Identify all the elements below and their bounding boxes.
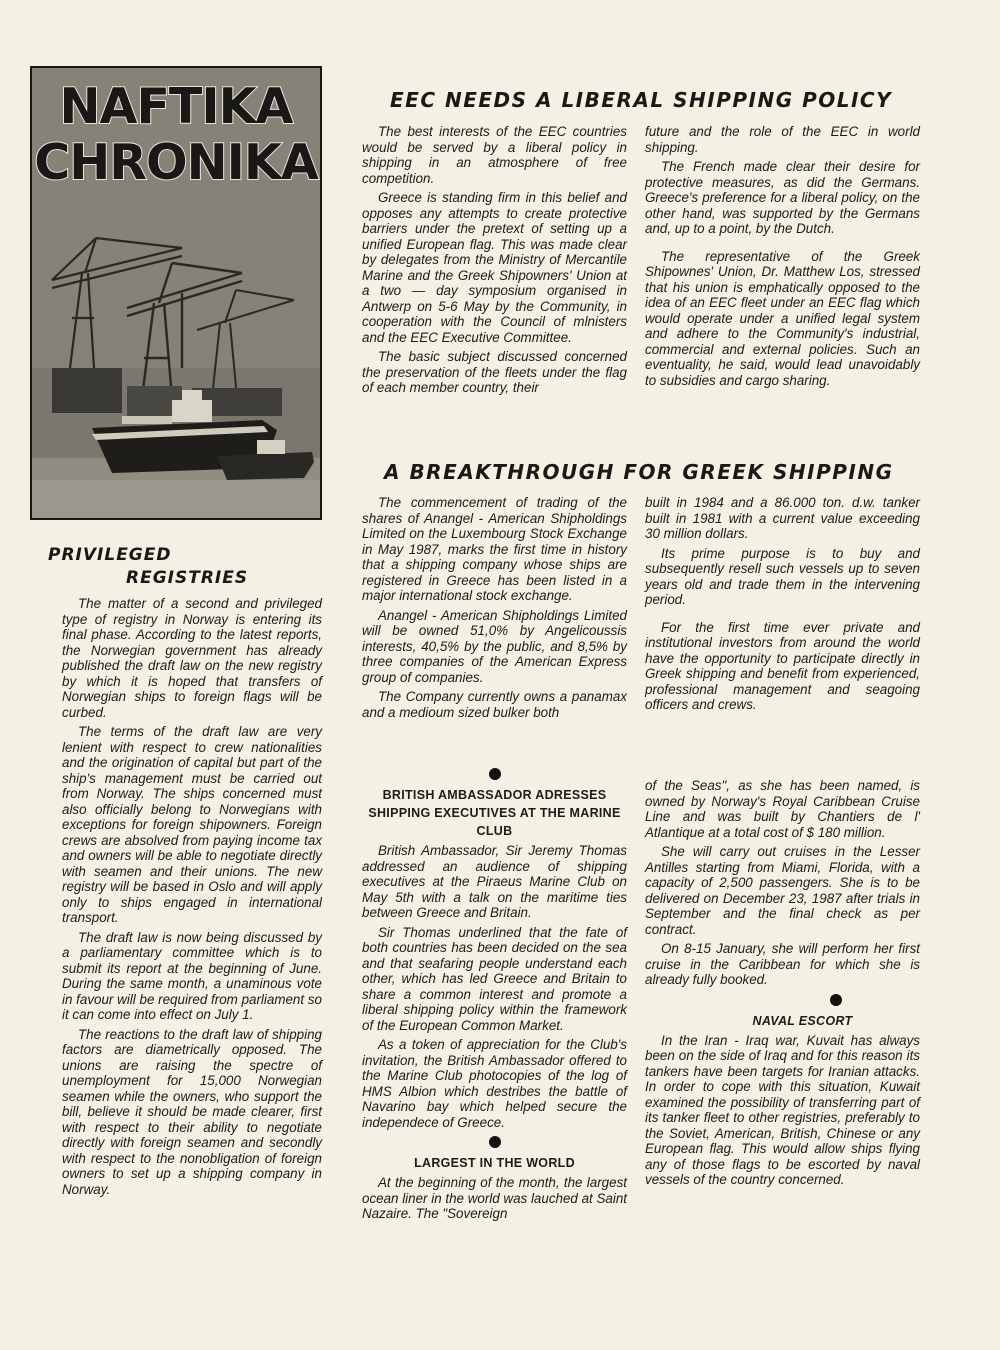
ambassador-title: BRITISH AMBASSADOR ADRESSES SHIPPING EXECUTIVES AT THE MARINE CLUB <box>368 788 621 838</box>
ambassador-paragraph: Sir Thomas underlined that the fate of both countries has been decided on the sea and that seafaring people understand each other, which has led Greece and Britain to share a common interest and promote a liberal shipping policy within the framework of the European Common Market. <box>362 924 627 1033</box>
eec-col2-paragraph: The French made clear their desire for protective measures, as did the Germans. Greece's preference for a liberal policy, on the other hand, was supported by the Germans and, up to a point, by the Dutch. <box>645 159 920 236</box>
naval-paragraph: In the Iran - Iraq war, Kuvait has always been on the side of Iraq and for this reason its tankers have been targets for Iranian attacks. In order to cope with this situation, Kuwait examined the possibility of transferring part of its tanker fleet to other registries, preferably to the Soviet, American, British, Chinese or any European flag. This would allow ships flying any of those flags to be escorted by naval vessels of the country concerned. <box>645 1032 920 1187</box>
ambassador-paragraph: British Ambassador, Sir Jeremy Thomas addressed an audience of shipping executives at the Piraeus Marine Club on May 5th with a talk on the maritime ties between Greece and Britain. <box>362 843 627 920</box>
privileged-paragraph: The terms of the draft law are very lenient with respect to crew nationalities and the origination of capital but part of the ship's management must be carried out from Norway. The ships concerned must also officially belong to Norwegians with exceptions for foreign shipowners. Foreign crews are absolved from paying income tax and owners will be able to negotiate directly with seamen and their unions. The new registry will be based in Oslo and will apply only to ships engaged in international transport. <box>62 724 322 925</box>
eec-col2-paragraph: future and the role of the EEC in world shipping. <box>645 124 920 155</box>
privileged-title-line1: PRIVILEGED <box>48 545 172 565</box>
privileged-paragraph: The draft law is now being discussed by a parliamentary committee which is to submit its report at the beginning of June. During the same month, a unaminous vote in favour will be required from parliament so it can come into effect on July 1. <box>62 929 322 1022</box>
right-lower-column <box>645 778 920 1192</box>
largest-continued-paragraph: of the Seas", as she has been named, is owned by Norway's Royal Caribbean Cruise Line and was built by Chantiers de l' Atlantique at a total cost of $ 180 million. <box>645 778 920 840</box>
eec-col1-paragraph: The best interests of the EEC countries would be served by a liberal policy in shipping in an atmosphere of free competition. <box>362 124 627 186</box>
masthead-title-line1: NAFTIKA <box>59 78 293 135</box>
eec-col1-paragraph: Greece is standing firm in this belief and opposes any attempts to create protective barriers under the pretext of setting up a unified European flag. This was made clear by delegates from the Ministry of Mercantile Marine and the Greek Shipowners' Union at a two — day symposium organised in Antwerp on 5-6 May by the Community, in cooperation with the Council of mlnisters and the EEC Executive Committee. <box>362 190 627 345</box>
section-bullet <box>489 768 501 780</box>
breakthrough-col1-paragraph: The Company currently owns a panamax and a medioum sized bulker both <box>362 689 627 720</box>
harbour-cranes-illustration <box>32 68 320 518</box>
section-bullet <box>489 1136 501 1148</box>
breakthrough-col2-paragraph: Its prime purpose is to buy and subsequently resell such vessels up to seven years old and trade them in the intervening period. <box>645 545 920 607</box>
breakthrough-col2-paragraph: built in 1984 and a 86.000 ton. d.w. tanker built in 1981 with a current value exceeding 30 million dollars. <box>645 495 920 541</box>
breakthrough-col2-paragraph: For the first time ever private and institutional investors from around the world have the opportunity to participate directly in Greek shipping and benefit from experienced, professional management and seagoing officers and crews. <box>645 619 920 712</box>
masthead-title-line2: CHRONIKA <box>34 134 318 191</box>
breakthrough-col1-paragraph: Anangel - American Shipholdings Limited will be owned 51,0% by Angelicoussis interests, 40,5% by the public, and 8,5% by three companies of the American Express group of companies. <box>362 607 627 685</box>
largest-continued-paragraph: On 8-15 January, she will perform her first cruise in the Caribbean for which she is already fully booked. <box>645 941 920 987</box>
breakthrough-headline: A BREAKTHROUGH FOR GREEK SHIPPING <box>384 460 894 484</box>
ambassador-paragraph: As a token of appreciation for the Club's invitation, the British Ambassador offered to the Marine Club photocopies of the log of HMS Albion which destribes the battle of Navarino bay which helped secure the independece of Greece. <box>362 1037 627 1130</box>
breakthrough-column-1 <box>362 495 627 724</box>
middle-lower-column <box>362 762 627 1226</box>
section-bullet <box>830 994 842 1006</box>
largest-paragraph: At the beginning of the month, the largest ocean liner in the world was lauched at Saint Nazaire. The "Sovereign <box>362 1175 627 1221</box>
masthead-panel <box>30 66 322 520</box>
privileged-paragraph: The matter of a second and privileged type of registry in Norway is entering its final phase. According to the latest reports, the Norwegian government has already published the draft law on the new registry by which it is hoped that transfers of Norwegian ships to foreign flags will be curbed. <box>62 596 322 720</box>
eec-column-1 <box>362 124 627 400</box>
largest-continued-paragraph: She will carry out cruises in the Lesser Antilles starting from Miami, Florida, with a capacity of 2,500 passengers. She is to be delivered on December 23, 1987 after trials in September and the final check as per contract. <box>645 844 920 937</box>
eec-headline: EEC NEEDS A LIBERAL SHIPPING POLICY <box>390 88 893 112</box>
privileged-column <box>62 596 322 1201</box>
eec-column-2 <box>645 124 920 392</box>
naval-title: NAVAL ESCORT <box>752 1013 853 1028</box>
privileged-paragraph: The reactions to the draft law of shipping factors are diametrically opposed. The unions are raising the spectre of unemployment for 15,000 Norwegian seamen while the owners, who support the bill, believe it should be made clearer, first with respect to their ability to negotiate directly with foreign seamen and secondly with respect to the nonobligation of foreign owners to set up a shipping company in Norway. <box>62 1026 322 1197</box>
breakthrough-column-2 <box>645 495 920 717</box>
eec-col2-paragraph: The representative of the Greek Shipownes' Union, Dr. Matthew Los, stressed that his union is emphatically opposed to the idea of an EEC fleet under an EEC flag which would operate under a unified legal system and adhere to the Community's industrial, commercial and external policies. Such an eventuality, he said, would lead unavoidably to subsidies and cargo sharing. <box>645 248 920 388</box>
privileged-title-line2: REGISTRIES <box>126 568 249 588</box>
eec-col1-paragraph: The basic subject discussed concerned the preservation of the fleets under the flag of each member country, their <box>362 349 627 395</box>
largest-title: LARGEST IN THE WORLD <box>414 1156 575 1170</box>
breakthrough-col1-paragraph: The commencement of trading of the shares of Anangel - American Shipholdings Limited on the Luxembourg Stock Exchange in May 1987, marks the first time in history that a shipping company whose ships are registered in Greece has been listed in a major international stock exchange. <box>362 495 627 603</box>
